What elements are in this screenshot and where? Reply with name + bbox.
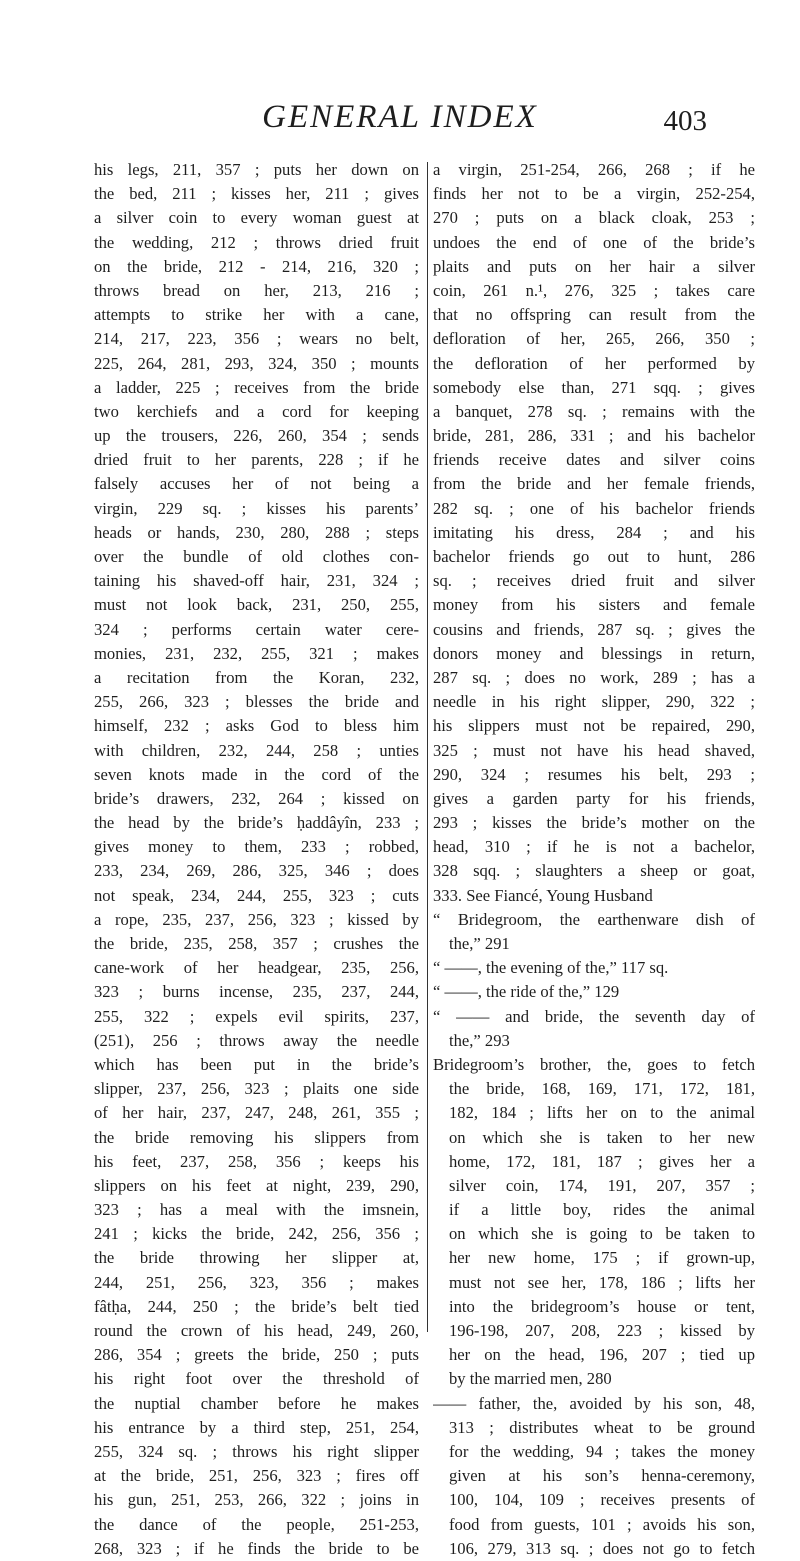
index-line: throws bread on her, 213, 216 ; — [94, 280, 419, 300]
index-line: of her hair, 237, 247, 248, 261, 355 ; — [94, 1103, 419, 1123]
index-line: gives a garden party for his friends, — [433, 788, 755, 808]
index-line: dried fruit to her parents, 228 ; if he — [94, 450, 419, 470]
index-line: 323 ; has a meal with the imsnein, — [94, 1200, 419, 1220]
running-title: GENERAL INDEX — [262, 99, 538, 135]
index-line: sq. ; receives dried fruit and silver — [433, 571, 755, 591]
index-line: which has been put in the bride’s — [94, 1054, 419, 1074]
index-line: the bed, 211 ; kisses her, 211 ; gives — [94, 184, 419, 204]
index-column-left — [94, 158, 419, 1561]
index-line: the bride, 168, 169, 171, 172, 181, — [449, 1079, 755, 1099]
index-line: his legs, 211, 357 ; puts her down on — [94, 160, 419, 179]
index-line: 255, 266, 323 ; blesses the bride and — [94, 692, 419, 712]
index-line: up the trousers, 226, 260, 354 ; sends — [94, 426, 419, 446]
index-line: the wedding, 212 ; throws dried fruit — [94, 232, 419, 252]
index-line: 286, 354 ; greets the bride, 250 ; puts — [94, 1345, 419, 1365]
index-line: 328 sqq. ; slaughters a sheep or goat, — [433, 861, 755, 881]
index-line: coin, 261 n.¹, 276, 325 ; takes care — [433, 280, 755, 300]
index-line: two kerchiefs and a cord for keeping — [94, 401, 419, 421]
index-line: the,” 291 — [449, 934, 510, 953]
index-line: home, 172, 181, 187 ; gives her a — [449, 1151, 755, 1171]
index-line: not speak, 234, 244, 255, 323 ; cuts — [94, 885, 419, 905]
index-line: 282 sq. ; one of his bachelor friends — [433, 498, 755, 518]
index-line: slippers on his feet at night, 239, 290, — [94, 1175, 419, 1195]
index-line: 241 ; kicks the bride, 242, 256, 356 ; — [94, 1224, 419, 1244]
index-line: given at his son’s henna-ceremony, — [449, 1466, 755, 1486]
index-line: gives money to them, 233 ; robbed, — [94, 837, 419, 857]
index-line: himself, 232 ; asks God to bless him — [94, 716, 419, 736]
index-line: round the crown of his head, 249, 260, — [94, 1321, 419, 1340]
index-line: 233, 234, 269, 286, 325, 346 ; does — [94, 861, 419, 881]
index-line: (251), 256 ; throws away the needle — [94, 1030, 419, 1050]
index-line: food from guests, 101 ; avoids his son, — [449, 1514, 755, 1534]
index-line: fâtḥa, 244, 250 ; the bride’s belt tied — [94, 1296, 419, 1316]
index-line: seven knots made in the cord of the — [94, 764, 419, 784]
index-line: 323 ; burns incense, 235, 237, 244, — [94, 982, 419, 1002]
index-line: a banquet, 278 sq. ; remains with the — [433, 401, 755, 421]
index-line: 325 ; must not have his head shaved, — [433, 740, 755, 760]
index-line: 255, 324 sq. ; throws his right slipper — [94, 1441, 419, 1461]
index-line: Bridegroom’s brother, the, goes to fetch — [433, 1054, 755, 1074]
index-line: a silver coin to every woman guest at — [94, 208, 419, 228]
index-line: at the bride, 251, 256, 323 ; fires off — [94, 1466, 419, 1486]
index-line: heads or hands, 230, 280, 288 ; steps — [94, 522, 419, 542]
index-line: into the bridegroom’s house or tent, — [449, 1296, 755, 1316]
index-column-right — [433, 158, 755, 1561]
index-line: 255, 322 ; expels evil spirits, 237, — [94, 1006, 419, 1026]
index-line: must not look back, 231, 250, 255, — [94, 595, 419, 615]
index-line: somebody else than, 271 sqq. ; gives — [433, 377, 755, 397]
index-line: his slippers must not be repaired, 290, — [433, 716, 755, 736]
index-line: falsely accuses her of not being a — [94, 474, 419, 494]
index-line: if a little boy, rides the animal — [449, 1200, 755, 1220]
index-line: silver coin, 174, 191, 207, 357 ; — [449, 1175, 755, 1195]
index-line: —— father, the, avoided by his son, 48, — [433, 1393, 755, 1413]
index-line: attempts to strike her with a cane, — [94, 305, 419, 325]
index-line: the nuptial chamber before he makes — [94, 1393, 419, 1413]
index-line: undoes the end of one of the bride’s — [433, 232, 755, 252]
index-line: finds her not to be a virgin, 252-254, — [433, 184, 755, 204]
index-line: his right foot over the threshold of — [94, 1369, 419, 1389]
index-line: 287 sq. ; does no work, 289 ; has a — [433, 667, 755, 687]
index-line: “ ——, the evening of the,” 117 sq. — [433, 958, 669, 978]
index-line: “ ——, the ride of the,” 129 — [433, 982, 620, 1002]
index-line: on the bride, 212 - 214, 216, 320 ; — [94, 256, 419, 276]
index-line: 270 ; puts on a black cloak, 253 ; — [433, 208, 755, 228]
index-line: needle in his right slipper, 290, 322 ; — [433, 692, 755, 712]
index-line: with children, 232, 244, 258 ; unties — [94, 740, 419, 760]
index-line: 225, 264, 281, 293, 324, 350 ; mounts — [94, 353, 419, 373]
index-line: bachelor friends go out to hunt, 286 — [433, 547, 755, 566]
index-line: must not see her, 178, 186 ; lifts her — [449, 1272, 755, 1292]
index-line: cousins and friends, 287 sq. ; gives the — [433, 619, 755, 639]
index-line: monies, 231, 232, 255, 321 ; makes — [94, 643, 419, 663]
index-line: on which she is taken to her new — [449, 1127, 755, 1147]
index-line: plaits and puts on her hair a silver — [433, 256, 755, 276]
page-header — [0, 92, 800, 142]
index-line: by the married men, 280 — [449, 1369, 612, 1389]
index-line: the defloration of her performed by — [433, 353, 755, 373]
index-line: a virgin, 251-254, 266, 268 ; if he — [433, 160, 755, 179]
index-line: head, 310 ; if he is not a bachelor, — [433, 837, 755, 857]
index-line: 100, 104, 109 ; receives presents of — [449, 1490, 755, 1510]
index-line: his feet, 237, 258, 356 ; keeps his — [94, 1151, 419, 1171]
index-line: 313 ; distributes wheat to be ground — [449, 1417, 755, 1437]
index-line: “ Bridegroom, the earthenware dish of — [433, 909, 755, 929]
index-line: imitating his dress, 284 ; and his — [433, 522, 755, 542]
index-line: friends receive dates and silver coins — [433, 450, 755, 470]
index-line: 106, 279, 313 sq. ; does not go to fetch — [449, 1538, 755, 1558]
index-line: virgin, 229 sq. ; kisses his parents’ — [94, 498, 419, 518]
index-line: 324 ; performs certain water cere- — [94, 619, 419, 639]
index-line: 196-198, 207, 208, 223 ; kissed by — [449, 1321, 755, 1340]
index-line: 182, 184 ; lifts her on to the animal — [449, 1103, 755, 1123]
index-line: 293 ; kisses the bride’s mother on the — [433, 813, 755, 833]
page-number: 403 — [663, 105, 707, 137]
index-line: from the bride and her female friends, — [433, 474, 755, 494]
index-line: the head by the bride’s ḥaddâyîn, 233 ; — [94, 813, 419, 833]
index-line: a rope, 235, 237, 256, 323 ; kissed by — [94, 909, 419, 929]
index-line: her on the head, 196, 207 ; tied up — [449, 1345, 755, 1365]
index-line: “ —— and bride, the seventh day of — [433, 1006, 755, 1026]
index-line: the dance of the people, 251-253, — [94, 1514, 419, 1534]
index-line: money from his sisters and female — [433, 595, 755, 615]
index-line: her new home, 175 ; if grown-up, — [449, 1248, 755, 1268]
index-line: bride’s drawers, 232, 264 ; kissed on — [94, 788, 419, 808]
index-line: taining his shaved-off hair, 231, 324 ; — [94, 571, 419, 591]
column-divider — [427, 162, 428, 1332]
index-line: that no offspring can result from the — [433, 305, 755, 325]
index-line: 268, 323 ; if he finds the bride to be — [94, 1538, 419, 1558]
index-line: on which she is going to be taken to — [449, 1224, 755, 1244]
index-line: defloration of her, 265, 266, 350 ; — [433, 329, 755, 349]
index-line: 244, 251, 256, 323, 356 ; makes — [94, 1272, 419, 1292]
index-line: for the wedding, 94 ; takes the money — [449, 1441, 755, 1461]
index-line: cane-work of her headgear, 235, 256, — [94, 958, 419, 978]
index-line: the bride throwing her slipper at, — [94, 1248, 419, 1268]
index-line: over the bundle of old clothes con- — [94, 547, 419, 566]
index-line: a ladder, 225 ; receives from the bride — [94, 377, 419, 397]
index-line: the,” 293 — [449, 1030, 510, 1050]
index-line: bride, 281, 286, 331 ; and his bachelor — [433, 426, 755, 446]
index-line: a recitation from the Koran, 232, — [94, 667, 419, 687]
index-line: 333. See Fiancé, Young Husband — [433, 885, 653, 905]
index-line: slipper, 237, 256, 323 ; plaits one side — [94, 1079, 419, 1099]
index-line: his gun, 251, 253, 266, 322 ; joins in — [94, 1490, 419, 1510]
index-line: 290, 324 ; resumes his belt, 293 ; — [433, 764, 755, 784]
index-line: donors money and blessings in return, — [433, 643, 755, 663]
index-line: the bride removing his slippers from — [94, 1127, 419, 1147]
index-line: the bride, 235, 258, 357 ; crushes the — [94, 934, 419, 953]
index-line: his entrance by a third step, 251, 254, — [94, 1417, 419, 1437]
index-line: 214, 217, 223, 356 ; wears no belt, — [94, 329, 419, 349]
